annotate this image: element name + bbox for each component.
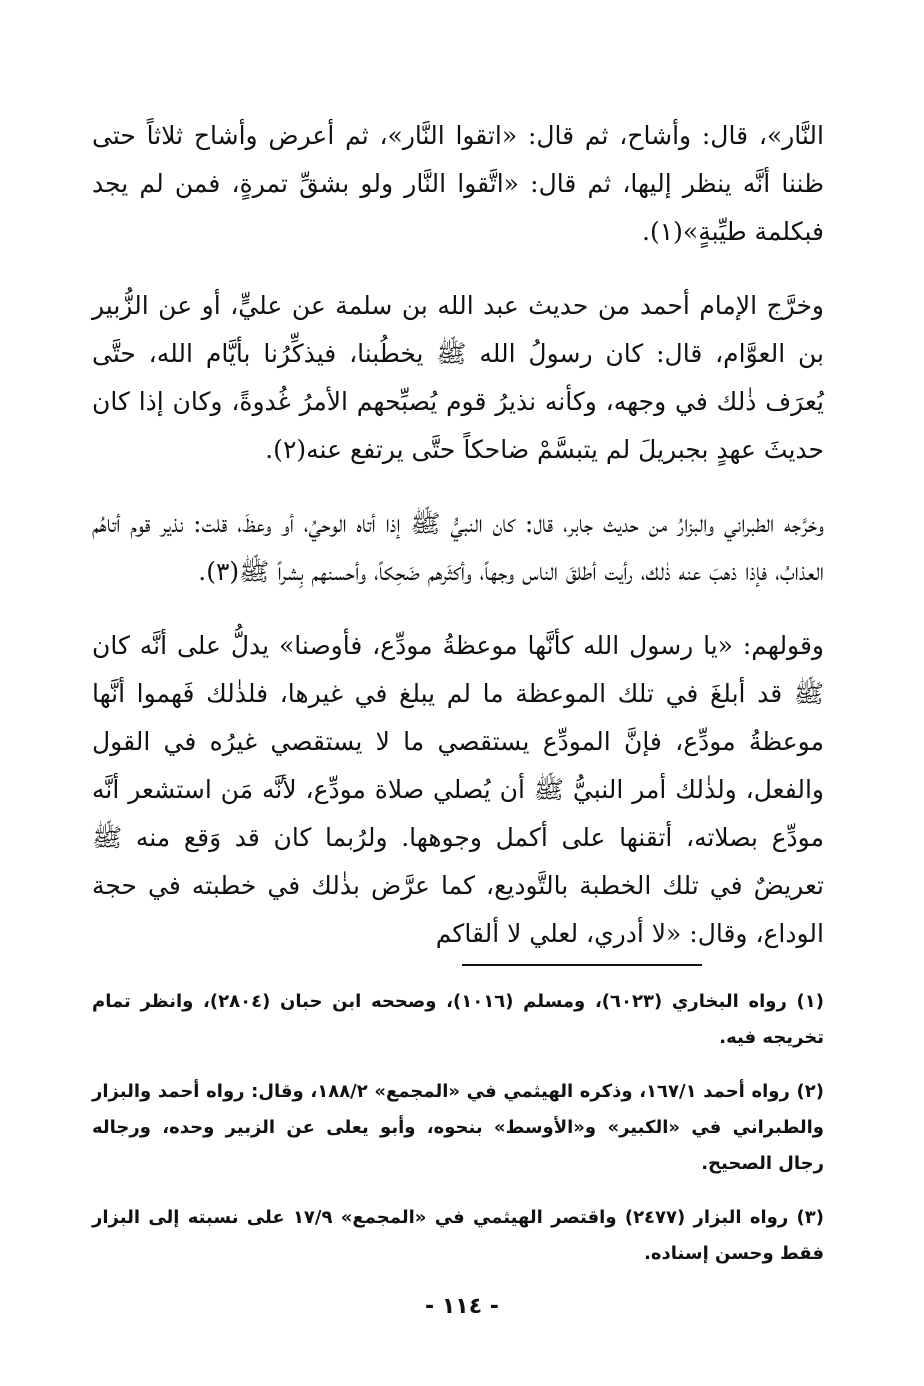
paragraph-2: وخرَّج الإمام أحمد من حديث عبد الله بن سلمة عن عليٍّ، أو عن الزُّبير بن العوَّام، قال: كان رسولُ الله ﷺ يخطُبنا، فيذكِّرُنا بأيَّام الله، حتَّى يُعرَف ذٰلك في وجهه، وكأنه نذيرُ قوم يُصبِّحهم الأمرُ غُدوةً، وكان إذا كان حديثَ عهدٍ بجبريلَ لم يتبسَّمْ ضاحكاً حتَّى يرتفع عنه(٢). xyxy=(92,291,824,464)
paragraph-3: وخرَّجه الطبراني والبزارُ من حديث جابر، قال: كان النبيُّ ﷺ إذا أتاه الوحيُ، أو وعظَ، قلت: نذير قوم أتاهُم العذابُ، فإذا ذهبَ عنه ذٰلك، رأيت أطلقَ الناس وجهاً، وأكثَرهم ضَحِكاً، وأحسنهم بِشراً ﷺ(٣). xyxy=(92,509,824,586)
footnote-separator xyxy=(462,964,702,966)
footnotes xyxy=(92,984,824,1290)
footnote-2: (٢) رواه أحمد ١٦٧/١، وذكره الهيثمي في «المجمع» ١٨٨/٢، وقال: رواه أحمد والبزار والطبراني في «الكبير» و«الأوسط» بنحوه، وأبو يعلى عن الزبير وحده، ورجاله رجال الصحيح. xyxy=(92,1081,824,1174)
footnote-1: (١) رواه البخاري (٦٠٢٣)، ومسلم (١٠١٦)، وصححه ابن حبان (٢٨٠٤)، وانظر تمام تخريجه فيه. xyxy=(92,991,825,1048)
page-number: - ١١٤ - xyxy=(425,1294,499,1319)
footnote-3: (٣) رواه البزار (٢٤٧٧) واقتصر الهيثمي في «المجمع» ١٧/٩ على نسبته إلى البزار فقط وحسن إسناده. xyxy=(92,1207,824,1264)
paragraph-4: وقولهم: «يا رسول الله كأنَّها موعظةُ مودِّع، فأوصنا» يدلُّ على أنَّه كان ﷺ قد أبلغَ في تلك الموعظة ما لم يبلغ في غيرها، فلذٰلك فَهموا أنَّها موعظةُ مودِّع، فإنَّ المودِّع يستقصي ما لا يستقصي غيرُه في القول والفعل، ولذٰلك أمر النبيُّ ﷺ أن يُصلي صلاة مودِّع، لأنَّه مَن استشعر أنَّه مودِّع بصلاته، أتقنها على أكمل وجوهها. ولرُبما كان قد وَقع منه ﷺ تعريضٌ في تلك الخطبة بالتَّوديع، كما عرَّض بذٰلك في خطبته في حجة الوداع، وقال: «لا أدري، لعلي لا ألقاكم xyxy=(92,631,824,948)
main-text xyxy=(92,112,824,958)
paragraph-1: النَّار»، قال: وأشاح، ثم قال: «اتقوا النَّار»، ثم أعرض وأشاح ثلاثاً حتى ظننا أنَّه ينظر إليها، ثم قال: «اتَّقوا النَّار ولو بشقِّ تمرةٍ، فمن لم يجد فبكلمة طيِّبةٍ»(١). xyxy=(92,121,824,246)
